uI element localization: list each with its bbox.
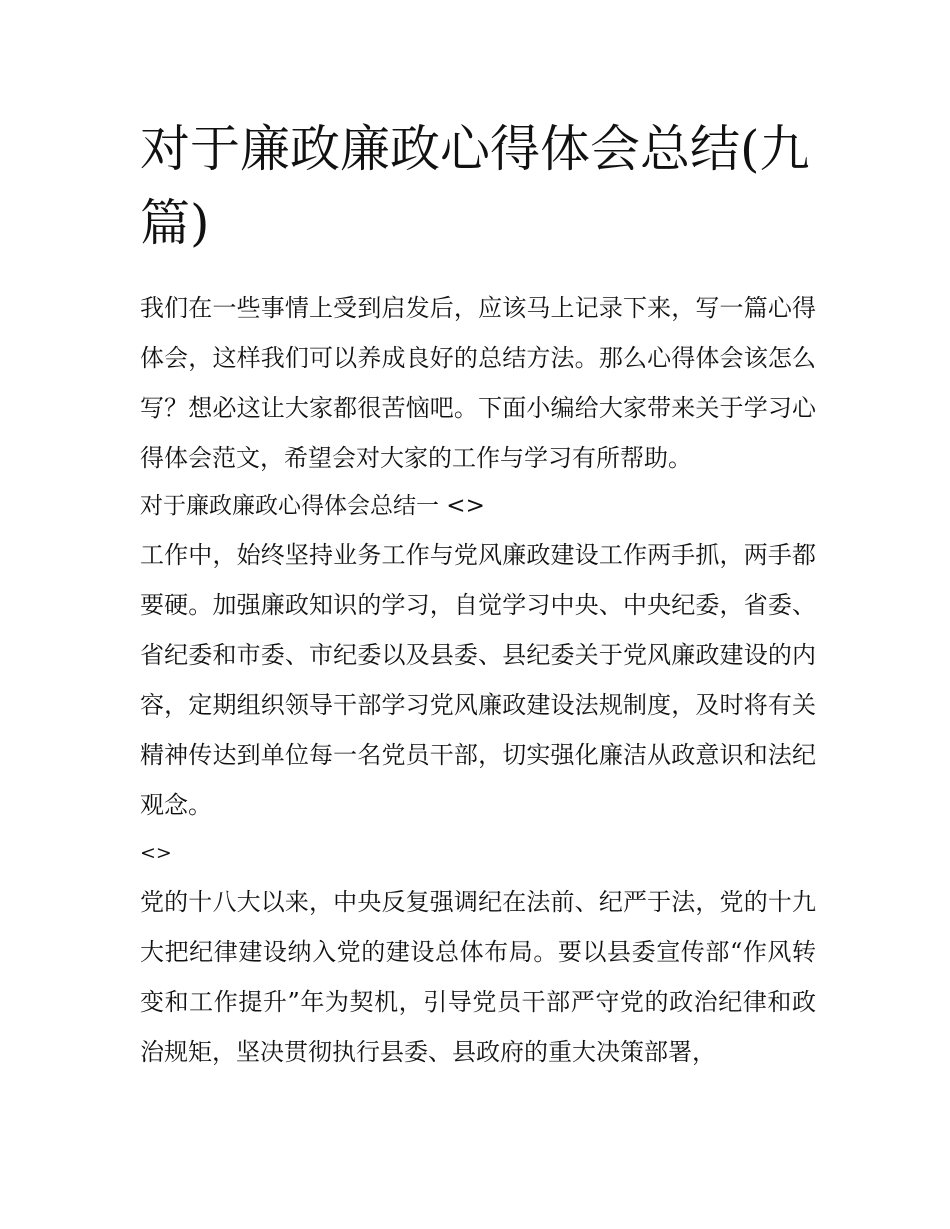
page-title: 对于廉政廉政心得体会总结(九篇) — [140, 120, 810, 252]
section-heading: 对于廉政廉政心得体会总结一 <> — [140, 493, 485, 519]
body-paragraph-2: 党的十八大以来，中央反复强调纪在法前、纪严于法，党的十九大把纪律建设纳入党的建设总体布局。要以县委宣传部“作风转变和工作提升”年为契机，引导党员干部严守党的政治纪律和政治规矩，坚决贯彻执行县委、县政府的重大决策部署， — [140, 888, 816, 1066]
document-body — [140, 283, 816, 1077]
intro-paragraph: 我们在一些事情上受到启发后，应该马上记录下来，写一篇心得体会，这样我们可以养成良好的总结方法。那么心得体会该怎么写？想必这让大家都很苦恼吧。下面小编给大家带来关于学习心得体会范文，希望会对大家的工作与学习有所帮助。 — [140, 294, 816, 472]
body-paragraph: 工作中，始终坚持业务工作与党风廉政建设工作两手抓，两手都要硬。加强廉政知识的学习，自觉学习中央、中央纪委，省委、省纪委和市委、市纪委以及县委、县纪委关于党风廉政建设的内容，定期组织领导干部学习党风廉政建设法规制度，及时将有关精神传达到单位每一名党员干部，切实强化廉洁从政意识和法纪观念。 — [140, 541, 816, 819]
section-marker: <> — [140, 842, 172, 864]
